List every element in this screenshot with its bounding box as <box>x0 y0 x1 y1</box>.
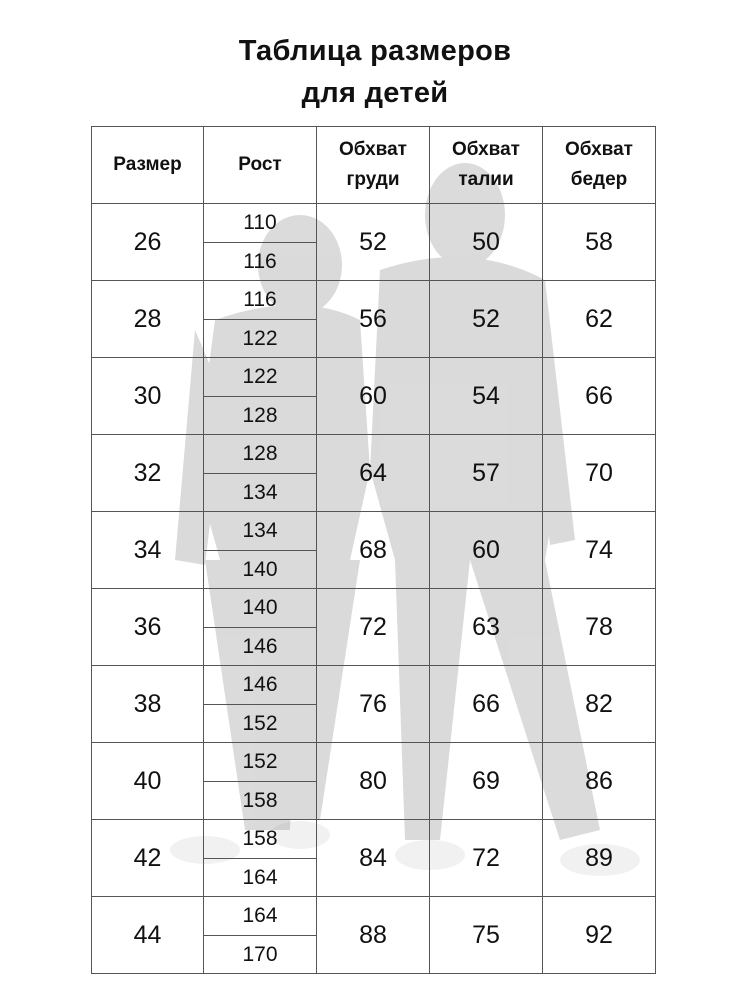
size-chart-table <box>91 126 656 974</box>
size-cell: 32 <box>92 435 204 512</box>
height-cell: 140 <box>204 589 317 628</box>
size-cell: 38 <box>92 666 204 743</box>
waist-cell: 52 <box>430 281 543 358</box>
chest-cell: 56 <box>317 281 430 358</box>
height-cell: 140 <box>204 550 317 589</box>
height-cell: 152 <box>204 704 317 743</box>
height-cell: 134 <box>204 512 317 551</box>
table-row <box>92 589 656 628</box>
height-cell: 134 <box>204 473 317 512</box>
size-cell: 26 <box>92 204 204 281</box>
waist-cell: 69 <box>430 743 543 820</box>
hips-cell: 82 <box>543 666 656 743</box>
chest-cell: 68 <box>317 512 430 589</box>
header-waist-line2: талии <box>458 169 514 190</box>
height-cell: 122 <box>204 358 317 397</box>
table-row <box>92 743 656 782</box>
hips-cell: 66 <box>543 358 656 435</box>
size-cell: 34 <box>92 512 204 589</box>
header-height: Рост <box>204 127 317 204</box>
hips-cell: 62 <box>543 281 656 358</box>
height-cell: 116 <box>204 242 317 281</box>
height-cell: 164 <box>204 897 317 936</box>
size-chart-body <box>92 204 656 974</box>
header-size: Размер <box>92 127 204 204</box>
height-cell: 158 <box>204 820 317 859</box>
height-cell: 152 <box>204 743 317 782</box>
title-line-1: Таблица размеров <box>238 35 512 67</box>
height-cell: 146 <box>204 627 317 666</box>
height-cell: 110 <box>204 204 317 243</box>
header-hips-line1: Обхват <box>565 139 633 160</box>
table-header-row <box>92 127 656 204</box>
hips-cell: 74 <box>543 512 656 589</box>
chest-cell: 64 <box>317 435 430 512</box>
waist-cell: 66 <box>430 666 543 743</box>
table-row <box>92 820 656 859</box>
page-title <box>0 30 750 114</box>
waist-cell: 63 <box>430 589 543 666</box>
waist-cell: 54 <box>430 358 543 435</box>
size-cell: 44 <box>92 897 204 974</box>
header-waist-line1: Обхват <box>452 139 520 160</box>
table-row <box>92 435 656 474</box>
height-cell: 146 <box>204 666 317 705</box>
size-cell: 40 <box>92 743 204 820</box>
chest-cell: 76 <box>317 666 430 743</box>
height-cell: 122 <box>204 319 317 358</box>
chest-cell: 52 <box>317 204 430 281</box>
chest-cell: 84 <box>317 820 430 897</box>
size-cell: 28 <box>92 281 204 358</box>
hips-cell: 78 <box>543 589 656 666</box>
height-cell: 158 <box>204 781 317 820</box>
size-cell: 42 <box>92 820 204 897</box>
waist-cell: 72 <box>430 820 543 897</box>
header-chest-line1: Обхват <box>339 139 407 160</box>
height-cell: 116 <box>204 281 317 320</box>
chest-cell: 88 <box>317 897 430 974</box>
chest-cell: 80 <box>317 743 430 820</box>
chest-cell: 60 <box>317 358 430 435</box>
height-cell: 164 <box>204 858 317 897</box>
height-cell: 128 <box>204 396 317 435</box>
height-cell: 170 <box>204 935 317 974</box>
size-cell: 36 <box>92 589 204 666</box>
header-hips <box>543 127 656 204</box>
hips-cell: 70 <box>543 435 656 512</box>
hips-cell: 86 <box>543 743 656 820</box>
size-cell: 30 <box>92 358 204 435</box>
table-row <box>92 204 656 243</box>
table-row <box>92 897 656 936</box>
height-cell: 128 <box>204 435 317 474</box>
table-row <box>92 512 656 551</box>
waist-cell: 60 <box>430 512 543 589</box>
waist-cell: 75 <box>430 897 543 974</box>
waist-cell: 50 <box>430 204 543 281</box>
header-chest <box>317 127 430 204</box>
title-line-2: для детей <box>301 77 449 109</box>
header-waist <box>430 127 543 204</box>
header-hips-line2: бедер <box>570 169 628 190</box>
hips-cell: 92 <box>543 897 656 974</box>
hips-cell: 89 <box>543 820 656 897</box>
table-row <box>92 666 656 705</box>
header-chest-line2: груди <box>346 169 400 190</box>
waist-cell: 57 <box>430 435 543 512</box>
table-row <box>92 358 656 397</box>
chest-cell: 72 <box>317 589 430 666</box>
table-row <box>92 281 656 320</box>
hips-cell: 58 <box>543 204 656 281</box>
